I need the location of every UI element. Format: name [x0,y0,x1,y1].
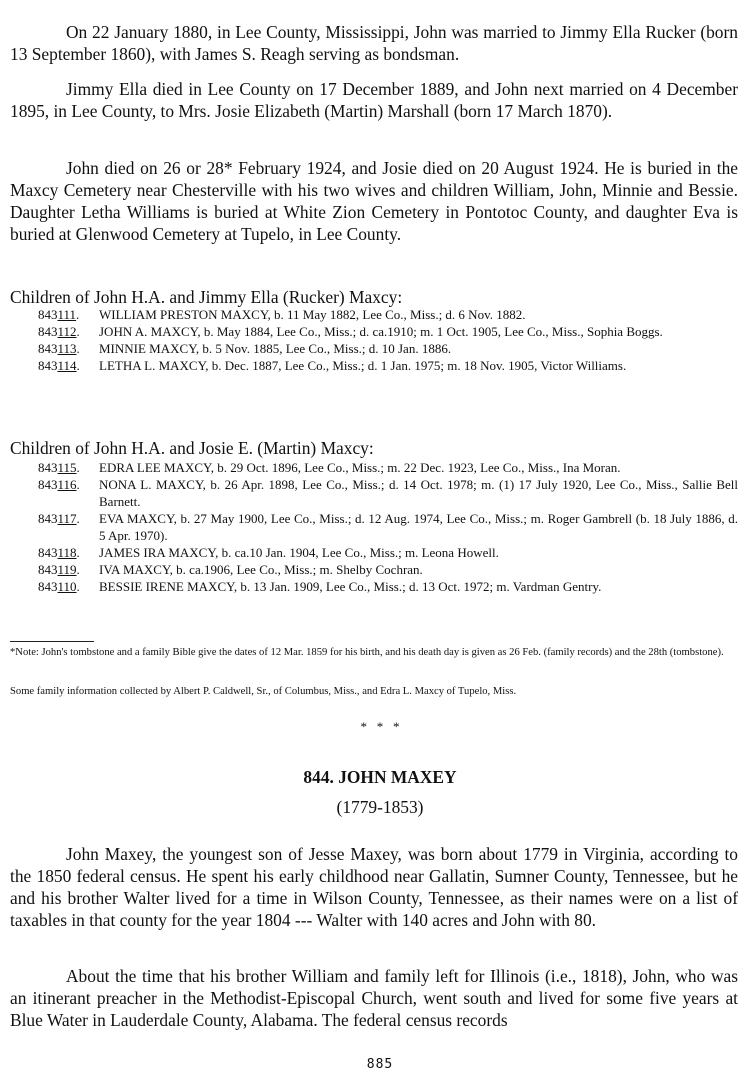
child-entry: 843113. MINNIE MAXCY, b. 5 Nov. 1885, Lee Co., Miss.; d. 10 Jan. 1886. [38,341,452,356]
section-separator: * * * [360,719,400,734]
child-entry: 843117. EVA MAXCY, b. 27 May 1900, Lee Co., Miss.; d. 12 Aug. 1974, Lee Co., Miss.; m. Roger Gambrell (b. 18 July 1886, d. 5 Apr. 1970). [38,511,738,543]
child-entry: 843118. JAMES IRA MAXCY, b. ca.10 Jan. 1904, Lee Co., Miss.; m. Leona Howell. [38,545,499,560]
child-entry: 843116. NONA L. MAXCY, b. 26 Apr. 1898, Lee Co., Miss.; d. 14 Oct. 1978; m. (1) 17 July 1920, Lee Co., Miss., Sallie Bell Barnett. [38,477,738,509]
section-paragraph-1: John Maxey, the youngest son of Jesse Maxey, was born about 1779 in Virginia, according to the 1850 federal census. He spent his early childhood near Gallatin, Sumner County, Tennessee, but he and his brother Walter lived for a time in Wilson County, Tennessee, as their names were on a list of taxables in that county for the year 1804 --- Walter with 140 acres and John with 80. [10,844,738,930]
child-entry: 843110. BESSIE IRENE MAXCY, b. 13 Jan. 1909, Lee Co., Miss.; d. 13 Oct. 1972; m. Vardman Gentry. [38,579,602,594]
child-number: 843111. [38,307,80,322]
child-number: 843118. [38,545,80,560]
child-number: 843119. [38,562,80,577]
children-list-1 [10,306,738,374]
child-entry: 843112. JOHN A. MAXCY, b. May 1884, Lee Co., Miss.; d. ca.1910; m. 1 Oct. 1905, Lee Co., Miss., Sophia Boggs. [38,324,663,339]
footnote-2: Some family information collected by Albert P. Caldwell, Sr., of Columbus, Miss., and Edra L. Maxcy of Tupelo, Miss. [10,686,517,697]
child-number: 843110. [38,579,80,594]
section-title: 844. JOHN MAXEY [303,767,457,787]
child-number: 843114. [38,358,80,373]
child-number: 843113. [38,341,80,356]
child-number: 843112. [38,324,80,339]
page-number: 885 [366,1057,394,1072]
child-number: 843115. [38,460,80,475]
child-number: 843116. [38,477,80,492]
section-dates: (1779-1853) [336,797,424,817]
children-heading-1: Children of John H.A. and Jimmy Ella (Rucker) Maxcy: [10,287,403,307]
child-entry: 843111. WILLIAM PRESTON MAXCY, b. 11 May 1882, Lee Co., Miss.; d. 6 Nov. 1882. [38,307,526,322]
section-paragraph-2: About the time that his brother William and family left for Illinois (i.e., 1818), John, who was an itinerant preacher in the Methodist-Episcopal Church, went south and lived for some five years at Blue Water in Lauderdale County, Alabama. The federal census records [10,966,738,1030]
child-entry: 843114. LETHA L. MAXCY, b. Dec. 1887, Lee Co., Miss.; d. 1 Jan. 1975; m. 18 Nov. 1905, Victor Williams. [38,358,627,373]
footnote-1: *Note: John's tombstone and a family Bible give the dates of 12 Mar. 1859 for his birth, and his death day is given as 26 Feb. (family records) and the 28th (tombstone). [10,647,724,658]
footnote-divider [10,641,94,642]
child-entry: 843119. IVA MAXCY, b. ca.1906, Lee Co., Miss.; m. Shelby Cochran. [38,562,423,577]
children-heading-2: Children of John H.A. and Josie E. (Martin) Maxcy: [10,438,374,458]
children-list-2 [10,459,738,595]
child-number: 843117. [38,511,80,526]
intro-paragraph-2: Jimmy Ella died in Lee County on 17 December 1889, and John next married on 4 December 1895, in Lee County, to Mrs. Josie Elizabeth (Martin) Marshall (born 17 March 1870). [10,79,738,121]
intro-paragraph-3: John died on 26 or 28* February 1924, and Josie died on 20 August 1924. He is buried in the Maxcy Cemetery near Chesterville with his two wives and children William, John, Minnie and Bessie. Daughter Letha Williams is buried at White Zion Cemetery in Pontotoc County, and daughter Eva is buried at Glenwood Cemetery at Tupelo, in Lee County. [10,158,738,244]
intro-paragraph-1: On 22 January 1880, in Lee County, Mississippi, John was married to Jimmy Ella Rucker (born 13 September 1860), with James S. Reagh serving as bondsman. [10,22,738,64]
child-entry: 843115. EDRA LEE MAXCY, b. 29 Oct. 1896, Lee Co., Miss.; m. 22 Dec. 1923, Lee Co., Miss., Ina Moran. [38,460,621,475]
